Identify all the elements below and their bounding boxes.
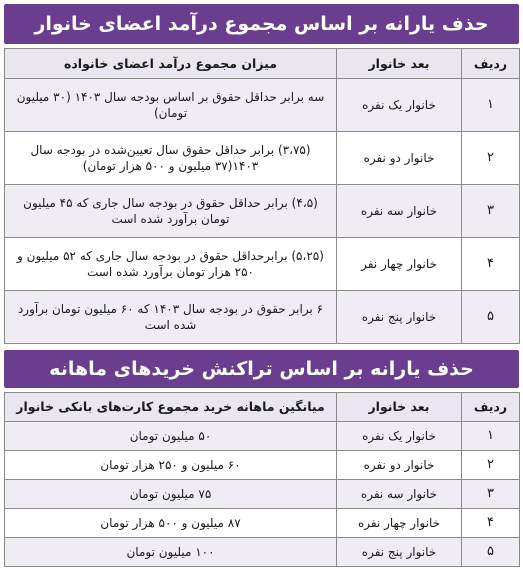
row-index: ۱: [462, 422, 520, 451]
row-income: ۶ برابر حقوق در بودجه سال ۱۴۰۳ که ۶۰ میلیون تومان برآورد شده است: [5, 291, 337, 344]
row-monthly-purchase: ۶۰ میلیون و ۲۵۰ هزار تومان: [5, 451, 337, 480]
row-index: ۲: [462, 451, 520, 480]
table-row: [5, 185, 520, 238]
row-dimension: خانوار چهار نفره: [337, 509, 462, 538]
row-monthly-purchase: ۷۵ میلیون تومان: [5, 480, 337, 509]
income-table: [4, 48, 520, 344]
table-row: [5, 238, 520, 291]
header-dimension: بعد خانوار: [337, 49, 462, 79]
table-row: [5, 509, 520, 538]
table-row: [5, 79, 520, 132]
section1-title: حذف یارانه بر اساس مجموع درآمد اعضای خانوار: [4, 4, 519, 44]
header-index: ردیف: [462, 49, 520, 79]
table-row: [5, 538, 520, 567]
row-dimension: خانوار پنج نفره: [337, 291, 462, 344]
row-income: (۳،۷۵) برابر حداقل حقوق سال تعیین‌شده در بودجه سال ۱۴۰۳(۳۷ میلیون و ۵۰۰ هزار تومان): [5, 132, 337, 185]
table-row: [5, 451, 520, 480]
row-income: (۵،۲۵) برابرحداقل حقوق در بودجه سال جاری که ۵۲ میلیون و ۲۵۰ هزار تومان برآورد شده است: [5, 238, 337, 291]
row-index: ۳: [462, 480, 520, 509]
row-dimension: خانوار یک نفره: [337, 422, 462, 451]
row-monthly-purchase: ۵۰ میلیون تومان: [5, 422, 337, 451]
header-monthly-purchase: میانگین ماهانه خرید مجموع کارت‌های بانکی خانوار: [5, 393, 337, 422]
row-index: ۳: [462, 185, 520, 238]
row-index: ۲: [462, 132, 520, 185]
table-row: [5, 480, 520, 509]
row-index: ۴: [462, 509, 520, 538]
header-income: میزان مجموع درآمد اعضای خانواده: [5, 49, 337, 79]
row-index: ۵: [462, 291, 520, 344]
row-index: ۵: [462, 538, 520, 567]
row-monthly-purchase: ۸۷ میلیون و ۵۰۰ هزار تومان: [5, 509, 337, 538]
transactions-table: [4, 392, 520, 567]
row-index: ۱: [462, 79, 520, 132]
header-index: ردیف: [462, 393, 520, 422]
row-dimension: خانوار سه نفره: [337, 185, 462, 238]
section2-title: حذف یارانه بر اساس تراکنش خریدهای ماهانه: [4, 350, 519, 388]
row-dimension: خانوار سه نفره: [337, 480, 462, 509]
row-dimension: خانوار چهار نفر: [337, 238, 462, 291]
row-income: سه برابر حداقل حقوق بر اساس بودجه سال ۱۴۰۳ (۳۰ میلیون تومان): [5, 79, 337, 132]
table-header-row: [5, 49, 520, 79]
header-dimension: بعد خانوار: [337, 393, 462, 422]
table-row: [5, 422, 520, 451]
table-header-row: [5, 393, 520, 422]
row-dimension: خانوار دو نفره: [337, 451, 462, 480]
row-monthly-purchase: ۱۰۰ میلیون تومان: [5, 538, 337, 567]
row-dimension: خانوار یک نفره: [337, 79, 462, 132]
row-dimension: خانوار دو نفره: [337, 132, 462, 185]
row-dimension: خانوار پنج نفره: [337, 538, 462, 567]
table-row: [5, 132, 520, 185]
table-row: [5, 291, 520, 344]
row-index: ۴: [462, 238, 520, 291]
infographic: [4, 4, 519, 569]
row-income: (۴،۵) برابر حداقل حقوق در بودجه سال جاری که ۴۵ میلیون تومان برآورد شده است: [5, 185, 337, 238]
